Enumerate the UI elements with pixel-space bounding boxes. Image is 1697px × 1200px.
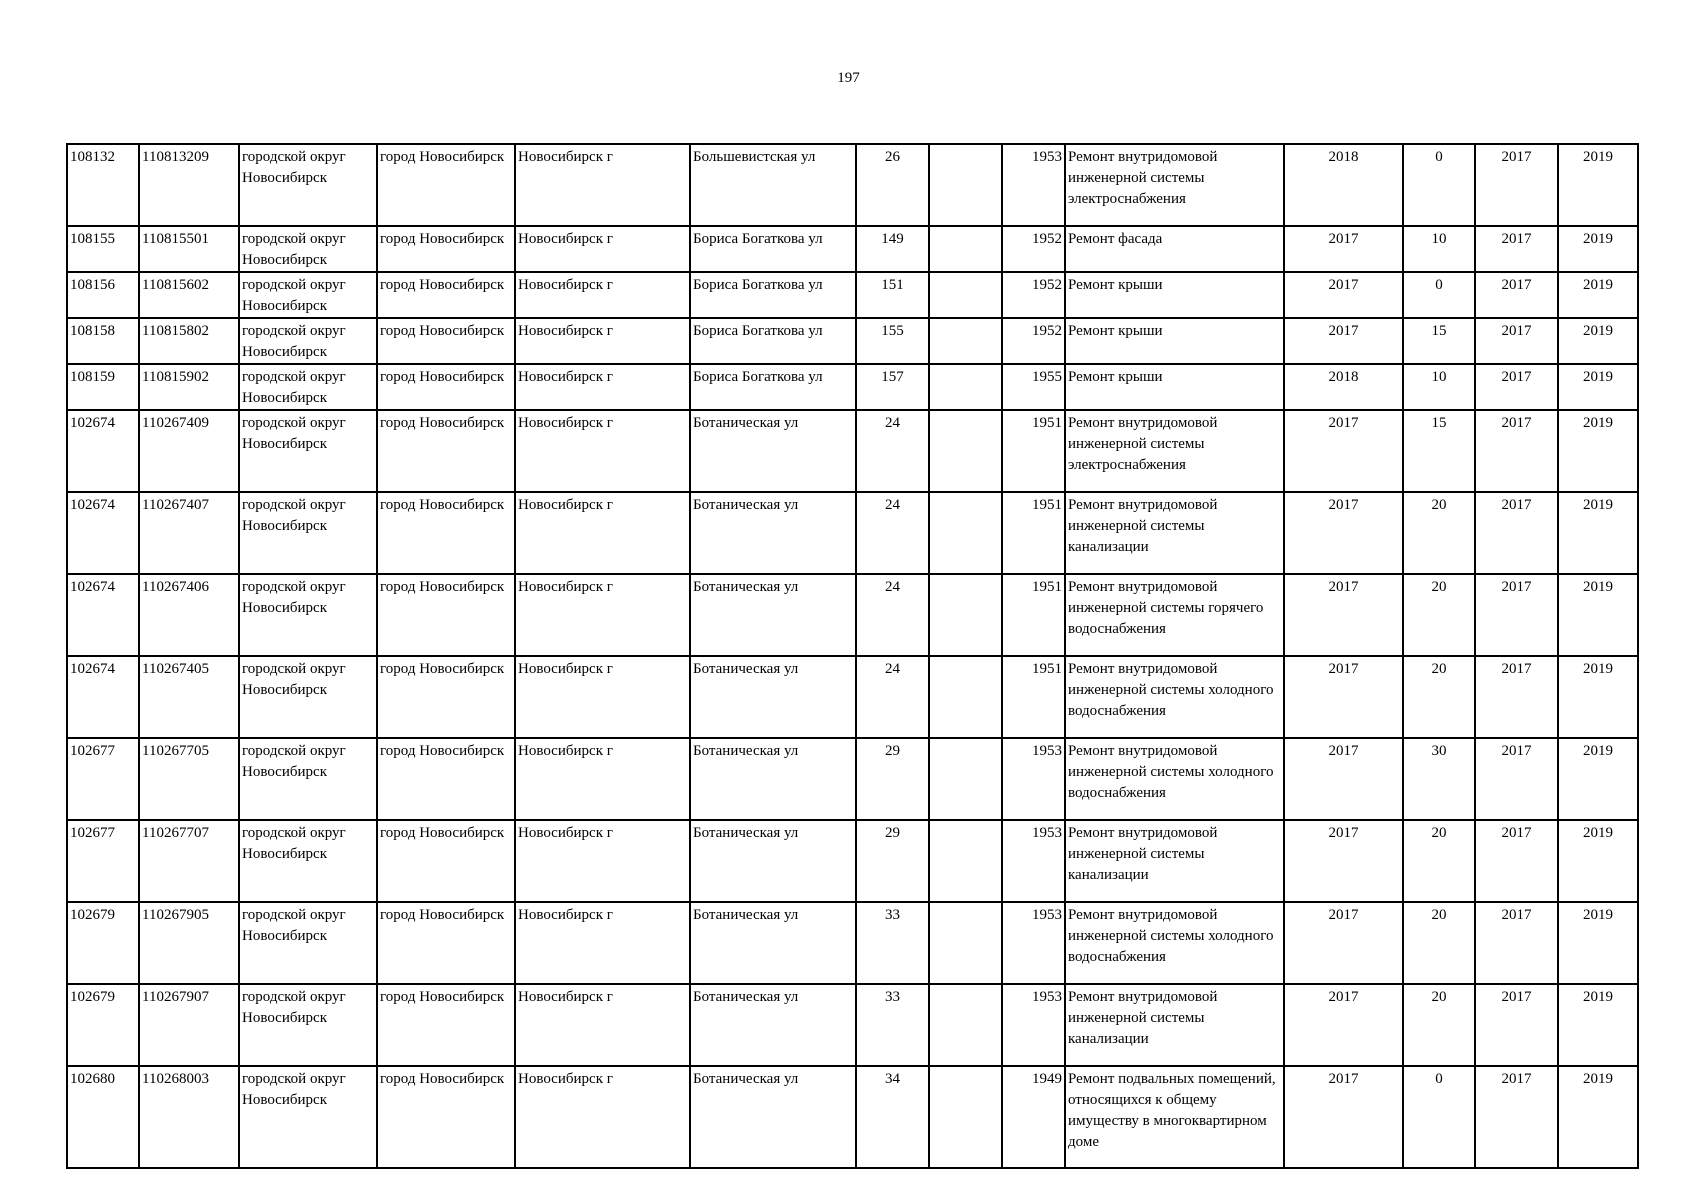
cell-street: Ботаническая ул: [690, 902, 856, 984]
cell-year-survey: 2017: [1284, 738, 1403, 820]
cell-start-year: 2017: [1475, 318, 1558, 364]
cell-work: Ремонт фасада: [1065, 226, 1284, 272]
cell-year-built: 1953: [1002, 738, 1065, 820]
cell-code: 110267907: [139, 984, 239, 1066]
cell-id: 108158: [67, 318, 139, 364]
cell-house: 26: [856, 144, 929, 226]
cell-code: 110815802: [139, 318, 239, 364]
cell-city: Новосибирск г: [515, 574, 690, 656]
cell-start-year: 2017: [1475, 226, 1558, 272]
cell-district: городской округ Новосибирск: [239, 574, 377, 656]
cell-year-built: 1951: [1002, 492, 1065, 574]
cell-year-built: 1951: [1002, 574, 1065, 656]
cell-wear: 10: [1403, 364, 1475, 410]
cell-wear: 15: [1403, 318, 1475, 364]
cell-start-year: 2017: [1475, 902, 1558, 984]
cell-district: городской округ Новосибирск: [239, 272, 377, 318]
cell-start-year: 2017: [1475, 364, 1558, 410]
cell-year-survey: 2017: [1284, 656, 1403, 738]
cell-street: Ботаническая ул: [690, 738, 856, 820]
cell-house: 33: [856, 902, 929, 984]
cell-code: 110267705: [139, 738, 239, 820]
cell-street: Большевистская ул: [690, 144, 856, 226]
cell-year-built: 1952: [1002, 318, 1065, 364]
table-row: [67, 410, 1638, 492]
cell-year-built: 1953: [1002, 984, 1065, 1066]
cell-housing: [929, 984, 1002, 1066]
cell-district: городской округ Новосибирск: [239, 1066, 377, 1168]
cell-city: Новосибирск г: [515, 364, 690, 410]
cell-id: 108156: [67, 272, 139, 318]
cell-housing: [929, 902, 1002, 984]
cell-end-year: 2019: [1558, 574, 1638, 656]
cell-end-year: 2019: [1558, 226, 1638, 272]
cell-city: Новосибирск г: [515, 984, 690, 1066]
cell-year-survey: 2017: [1284, 984, 1403, 1066]
table-row: [67, 820, 1638, 902]
cell-start-year: 2017: [1475, 820, 1558, 902]
cell-settlement: город Новосибирск: [377, 226, 515, 272]
cell-settlement: город Новосибирск: [377, 272, 515, 318]
cell-house: 29: [856, 820, 929, 902]
cell-settlement: город Новосибирск: [377, 902, 515, 984]
cell-end-year: 2019: [1558, 820, 1638, 902]
cell-street: Бориса Богаткова ул: [690, 364, 856, 410]
cell-start-year: 2017: [1475, 574, 1558, 656]
cell-code: 110267405: [139, 656, 239, 738]
cell-house: 24: [856, 492, 929, 574]
table-row: [67, 318, 1638, 364]
cell-id: 102680: [67, 1066, 139, 1168]
cell-work: Ремонт внутридомовой инженерной системы горячего водоснабжения: [1065, 574, 1284, 656]
cell-end-year: 2019: [1558, 1066, 1638, 1168]
cell-code: 110267406: [139, 574, 239, 656]
table-row: [67, 574, 1638, 656]
cell-housing: [929, 492, 1002, 574]
cell-code: 110267905: [139, 902, 239, 984]
cell-code: 110815602: [139, 272, 239, 318]
cell-code: 110267409: [139, 410, 239, 492]
cell-district: городской округ Новосибирск: [239, 984, 377, 1066]
cell-street: Ботаническая ул: [690, 492, 856, 574]
page-number: 197: [837, 70, 860, 86]
cell-house: 33: [856, 984, 929, 1066]
cell-wear: 20: [1403, 902, 1475, 984]
cell-id: 108159: [67, 364, 139, 410]
cell-house: 149: [856, 226, 929, 272]
cell-wear: 20: [1403, 984, 1475, 1066]
cell-end-year: 2019: [1558, 902, 1638, 984]
cell-year-built: 1951: [1002, 656, 1065, 738]
cell-house: 157: [856, 364, 929, 410]
cell-housing: [929, 144, 1002, 226]
cell-year-survey: 2017: [1284, 318, 1403, 364]
cell-year-survey: 2017: [1284, 226, 1403, 272]
cell-district: городской округ Новосибирск: [239, 226, 377, 272]
cell-city: Новосибирск г: [515, 738, 690, 820]
cell-wear: 0: [1403, 144, 1475, 226]
cell-year-built: 1953: [1002, 902, 1065, 984]
cell-year-survey: 2017: [1284, 410, 1403, 492]
cell-street: Бориса Богаткова ул: [690, 272, 856, 318]
cell-city: Новосибирск г: [515, 820, 690, 902]
table-row: [67, 902, 1638, 984]
cell-house: 24: [856, 574, 929, 656]
cell-start-year: 2017: [1475, 410, 1558, 492]
cell-district: городской округ Новосибирск: [239, 144, 377, 226]
cell-settlement: город Новосибирск: [377, 656, 515, 738]
cell-id: 102677: [67, 820, 139, 902]
cell-street: Ботаническая ул: [690, 656, 856, 738]
cell-district: городской округ Новосибирск: [239, 902, 377, 984]
cell-street: Ботаническая ул: [690, 410, 856, 492]
cell-settlement: город Новосибирск: [377, 738, 515, 820]
cell-city: Новосибирск г: [515, 902, 690, 984]
cell-work: Ремонт крыши: [1065, 318, 1284, 364]
cell-wear: 20: [1403, 656, 1475, 738]
cell-code: 110815902: [139, 364, 239, 410]
cell-start-year: 2017: [1475, 144, 1558, 226]
cell-work: Ремонт внутридомовой инженерной системы электроснабжения: [1065, 144, 1284, 226]
cell-start-year: 2017: [1475, 984, 1558, 1066]
table-row: [67, 226, 1638, 272]
cell-wear: 0: [1403, 1066, 1475, 1168]
cell-id: 108132: [67, 144, 139, 226]
cell-wear: 30: [1403, 738, 1475, 820]
cell-end-year: 2019: [1558, 738, 1638, 820]
cell-wear: 20: [1403, 820, 1475, 902]
table-row: [67, 738, 1638, 820]
cell-settlement: город Новосибирск: [377, 574, 515, 656]
cell-district: городской округ Новосибирск: [239, 318, 377, 364]
cell-district: городской округ Новосибирск: [239, 656, 377, 738]
cell-year-survey: 2017: [1284, 902, 1403, 984]
cell-settlement: город Новосибирск: [377, 364, 515, 410]
cell-housing: [929, 272, 1002, 318]
cell-year-survey: 2017: [1284, 820, 1403, 902]
cell-work: Ремонт внутридомовой инженерной системы холодного водоснабжения: [1065, 902, 1284, 984]
cell-year-built: 1951: [1002, 410, 1065, 492]
cell-start-year: 2017: [1475, 492, 1558, 574]
cell-work: Ремонт внутридомовой инженерной системы электроснабжения: [1065, 410, 1284, 492]
cell-housing: [929, 410, 1002, 492]
cell-housing: [929, 1066, 1002, 1168]
cell-housing: [929, 656, 1002, 738]
cell-street: Ботаническая ул: [690, 574, 856, 656]
table-row: [67, 364, 1638, 410]
cell-end-year: 2019: [1558, 364, 1638, 410]
cell-city: Новосибирск г: [515, 272, 690, 318]
table-row: [67, 144, 1638, 226]
cell-work: Ремонт внутридомовой инженерной системы холодного водоснабжения: [1065, 738, 1284, 820]
cell-code: 110813209: [139, 144, 239, 226]
cell-work: Ремонт внутридомовой инженерной системы холодного водоснабжения: [1065, 656, 1284, 738]
cell-year-built: 1953: [1002, 820, 1065, 902]
cell-year-built: 1955: [1002, 364, 1065, 410]
cell-end-year: 2019: [1558, 984, 1638, 1066]
cell-year-built: 1952: [1002, 226, 1065, 272]
cell-wear: 20: [1403, 574, 1475, 656]
cell-end-year: 2019: [1558, 410, 1638, 492]
cell-house: 155: [856, 318, 929, 364]
cell-code: 110267707: [139, 820, 239, 902]
cell-housing: [929, 574, 1002, 656]
cell-id: 102674: [67, 492, 139, 574]
cell-city: Новосибирск г: [515, 144, 690, 226]
cell-end-year: 2019: [1558, 272, 1638, 318]
cell-year-survey: 2018: [1284, 144, 1403, 226]
cell-street: Ботаническая ул: [690, 820, 856, 902]
cell-city: Новосибирск г: [515, 1066, 690, 1168]
cell-end-year: 2019: [1558, 318, 1638, 364]
cell-district: городской округ Новосибирск: [239, 738, 377, 820]
cell-street: Бориса Богаткова ул: [690, 318, 856, 364]
cell-end-year: 2019: [1558, 492, 1638, 574]
cell-district: городской округ Новосибирск: [239, 820, 377, 902]
cell-street: Ботаническая ул: [690, 984, 856, 1066]
cell-work: Ремонт крыши: [1065, 272, 1284, 318]
cell-housing: [929, 820, 1002, 902]
cell-work: Ремонт подвальных помещений, относящихся к общему имуществу в многоквартирном доме: [1065, 1066, 1284, 1168]
cell-settlement: город Новосибирск: [377, 492, 515, 574]
cell-wear: 0: [1403, 272, 1475, 318]
cell-code: 110267407: [139, 492, 239, 574]
cell-settlement: город Новосибирск: [377, 410, 515, 492]
cell-code: 110815501: [139, 226, 239, 272]
cell-settlement: город Новосибирск: [377, 1066, 515, 1168]
cell-street: Ботаническая ул: [690, 1066, 856, 1168]
cell-housing: [929, 364, 1002, 410]
cell-settlement: город Новосибирск: [377, 144, 515, 226]
cell-street: Бориса Богаткова ул: [690, 226, 856, 272]
cell-district: городской округ Новосибирск: [239, 410, 377, 492]
table-row: [67, 656, 1638, 738]
cell-work: Ремонт крыши: [1065, 364, 1284, 410]
cell-id: 102679: [67, 902, 139, 984]
cell-start-year: 2017: [1475, 1066, 1558, 1168]
cell-housing: [929, 226, 1002, 272]
cell-id: 102679: [67, 984, 139, 1066]
cell-work: Ремонт внутридомовой инженерной системы канализации: [1065, 984, 1284, 1066]
cell-wear: 10: [1403, 226, 1475, 272]
cell-settlement: город Новосибирск: [377, 820, 515, 902]
cell-city: Новосибирск г: [515, 656, 690, 738]
cell-end-year: 2019: [1558, 144, 1638, 226]
cell-id: 102677: [67, 738, 139, 820]
cell-city: Новосибирск г: [515, 492, 690, 574]
cell-year-survey: 2017: [1284, 492, 1403, 574]
cell-id: 102674: [67, 410, 139, 492]
cell-settlement: город Новосибирск: [377, 318, 515, 364]
cell-start-year: 2017: [1475, 656, 1558, 738]
cell-wear: 15: [1403, 410, 1475, 492]
cell-code: 110268003: [139, 1066, 239, 1168]
table-row: [67, 272, 1638, 318]
cell-id: 102674: [67, 574, 139, 656]
cell-house: 29: [856, 738, 929, 820]
cell-work: Ремонт внутридомовой инженерной системы канализации: [1065, 820, 1284, 902]
cell-year-built: 1953: [1002, 144, 1065, 226]
cell-city: Новосибирск г: [515, 318, 690, 364]
cell-housing: [929, 738, 1002, 820]
table-row: [67, 984, 1638, 1066]
cell-start-year: 2017: [1475, 272, 1558, 318]
cell-year-survey: 2017: [1284, 574, 1403, 656]
cell-district: городской округ Новосибирск: [239, 364, 377, 410]
cell-year-built: 1949: [1002, 1066, 1065, 1168]
cell-wear: 20: [1403, 492, 1475, 574]
cell-house: 151: [856, 272, 929, 318]
cell-year-survey: 2018: [1284, 364, 1403, 410]
cell-house: 34: [856, 1066, 929, 1168]
cell-house: 24: [856, 656, 929, 738]
cell-house: 24: [856, 410, 929, 492]
cell-city: Новосибирск г: [515, 226, 690, 272]
cell-id: 108155: [67, 226, 139, 272]
repair-registry-table: [66, 143, 1639, 1169]
cell-year-survey: 2017: [1284, 1066, 1403, 1168]
cell-start-year: 2017: [1475, 738, 1558, 820]
cell-id: 102674: [67, 656, 139, 738]
cell-work: Ремонт внутридомовой инженерной системы канализации: [1065, 492, 1284, 574]
cell-settlement: город Новосибирск: [377, 984, 515, 1066]
cell-city: Новосибирск г: [515, 410, 690, 492]
table-row: [67, 1066, 1638, 1168]
cell-year-survey: 2017: [1284, 272, 1403, 318]
cell-year-built: 1952: [1002, 272, 1065, 318]
table-row: [67, 492, 1638, 574]
cell-housing: [929, 318, 1002, 364]
cell-district: городской округ Новосибирск: [239, 492, 377, 574]
cell-end-year: 2019: [1558, 656, 1638, 738]
